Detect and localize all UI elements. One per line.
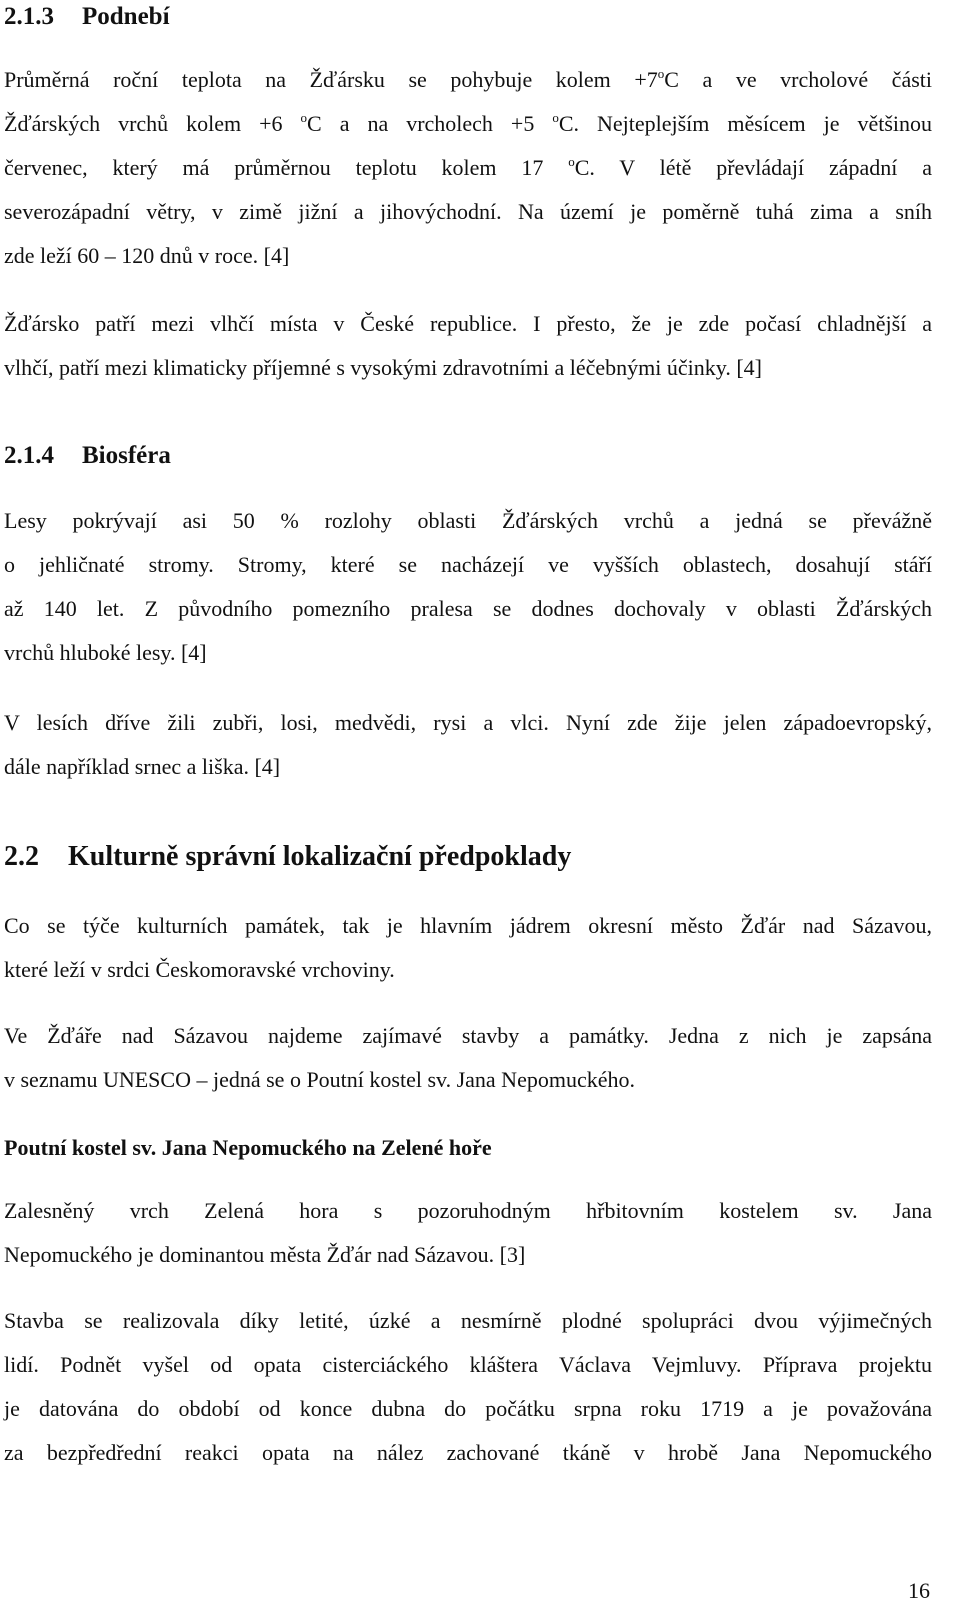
text-line: Žďársko patří mezi vlhčí místa v České republice. I přesto, že je zde počasí chladnější a xyxy=(4,311,932,336)
biosphere-paragraph-2 xyxy=(4,701,932,789)
church-heading: Poutní kostel sv. Jana Nepomuckého na Zelené hoře xyxy=(4,1135,492,1160)
page-number: 16 xyxy=(908,1578,930,1603)
culture-paragraph-2 xyxy=(4,1014,932,1102)
church-paragraph-1 xyxy=(4,1189,932,1277)
church-paragraph-2 xyxy=(4,1299,932,1475)
section-heading-biosphere xyxy=(4,441,171,471)
text-line: které leží v srdci Českomoravské vrchoviny. xyxy=(4,957,395,982)
text-line: Zalesněný vrch Zelená hora s pozoruhodným hřbitovním kostelem sv. Jana xyxy=(4,1198,932,1223)
text-line: v seznamu UNESCO – jedná se o Poutní kostel sv. Jana Nepomuckého. xyxy=(4,1067,635,1092)
text-line: Ve Žďáře nad Sázavou najdeme zajímavé stavby a památky. Jedna z nich je zapsána xyxy=(4,1023,932,1048)
section-title: Kulturně správní lokalizační předpoklady xyxy=(68,841,572,872)
text-line: vrchů hluboké lesy. [4] xyxy=(4,640,207,665)
text-line: vlhčí, patří mezi klimaticky příjemné s vysokými zdravotními a léčebnými účinky. [4] xyxy=(4,355,762,380)
section-heading-climate xyxy=(4,2,170,32)
text-line: až 140 let. Z původního pomezního pralesa se dodnes dochovaly v oblasti Žďárských xyxy=(4,596,932,621)
biosphere-paragraph-1 xyxy=(4,499,932,675)
text-line: V lesích dříve žili zubři, losi, medvědi, rysi a vlci. Nyní zde žije jelen západoevropský, xyxy=(4,710,932,735)
section-number: 2.1.3 xyxy=(4,3,54,30)
text-line: severozápadní větry, v zimě jižní a jihovýchodní. Na území je poměrně tuhá zima a sníh xyxy=(4,199,932,224)
section-title: Biosféra xyxy=(82,442,171,469)
text-line: Žďárských vrchů kolem +6 $^o$C a na vrcholech +5 $^o$C. Nejteplejším měsícem je většinou xyxy=(4,110,932,136)
climate-paragraph-2 xyxy=(4,302,932,390)
text-line: Lesy pokrývají asi 50 % rozlohy oblasti Žďárských vrchů a jedná se převážně xyxy=(4,508,932,533)
text-line: červenec, který má průměrnou teplotu kolem 17 $^o$C. V létě převládají západní a xyxy=(4,154,932,180)
text-line: lidí. Podnět vyšel od opata cisterciáckého kláštera Václava Vejmluvy. Příprava projektu xyxy=(4,1352,932,1377)
section-number: 2.1.4 xyxy=(4,442,54,469)
text-line: je datována do období od konce dubna do počátku srpna roku 1719 a je považována xyxy=(4,1396,932,1421)
text-line: Co se týče kulturních památek, tak je hlavním jádrem okresní město Žďár nad Sázavou, xyxy=(4,913,932,938)
text-line: Stavba se realizovala díky letité, úzké a nesmírně plodné spolupráci dvou výjimečných xyxy=(4,1308,932,1333)
text-line: za bezpředřední reakci opata na nález zachované tkáně v hrobě Jana Nepomuckého xyxy=(4,1440,932,1465)
section-heading-culture xyxy=(4,840,571,874)
text-line: o jehličnaté stromy. Stromy, které se nacházejí ve vyšších oblastech, dosahují stáří xyxy=(4,552,932,577)
section-title: Podnebí xyxy=(82,3,170,30)
climate-paragraph-1 xyxy=(4,58,932,278)
culture-paragraph-1 xyxy=(4,904,932,992)
section-number: 2.2 xyxy=(4,841,39,872)
text-line: zde leží 60 – 120 dnů v roce. [4] xyxy=(4,243,290,268)
text-line: Průměrná roční teplota na Žďársku se pohybuje kolem $+7^oC$ a ve vrcholové části xyxy=(4,66,932,92)
text-line: Nepomuckého je dominantou města Žďár nad Sázavou. [3] xyxy=(4,1242,526,1267)
text-line: dále například srnec a liška. [4] xyxy=(4,754,281,779)
